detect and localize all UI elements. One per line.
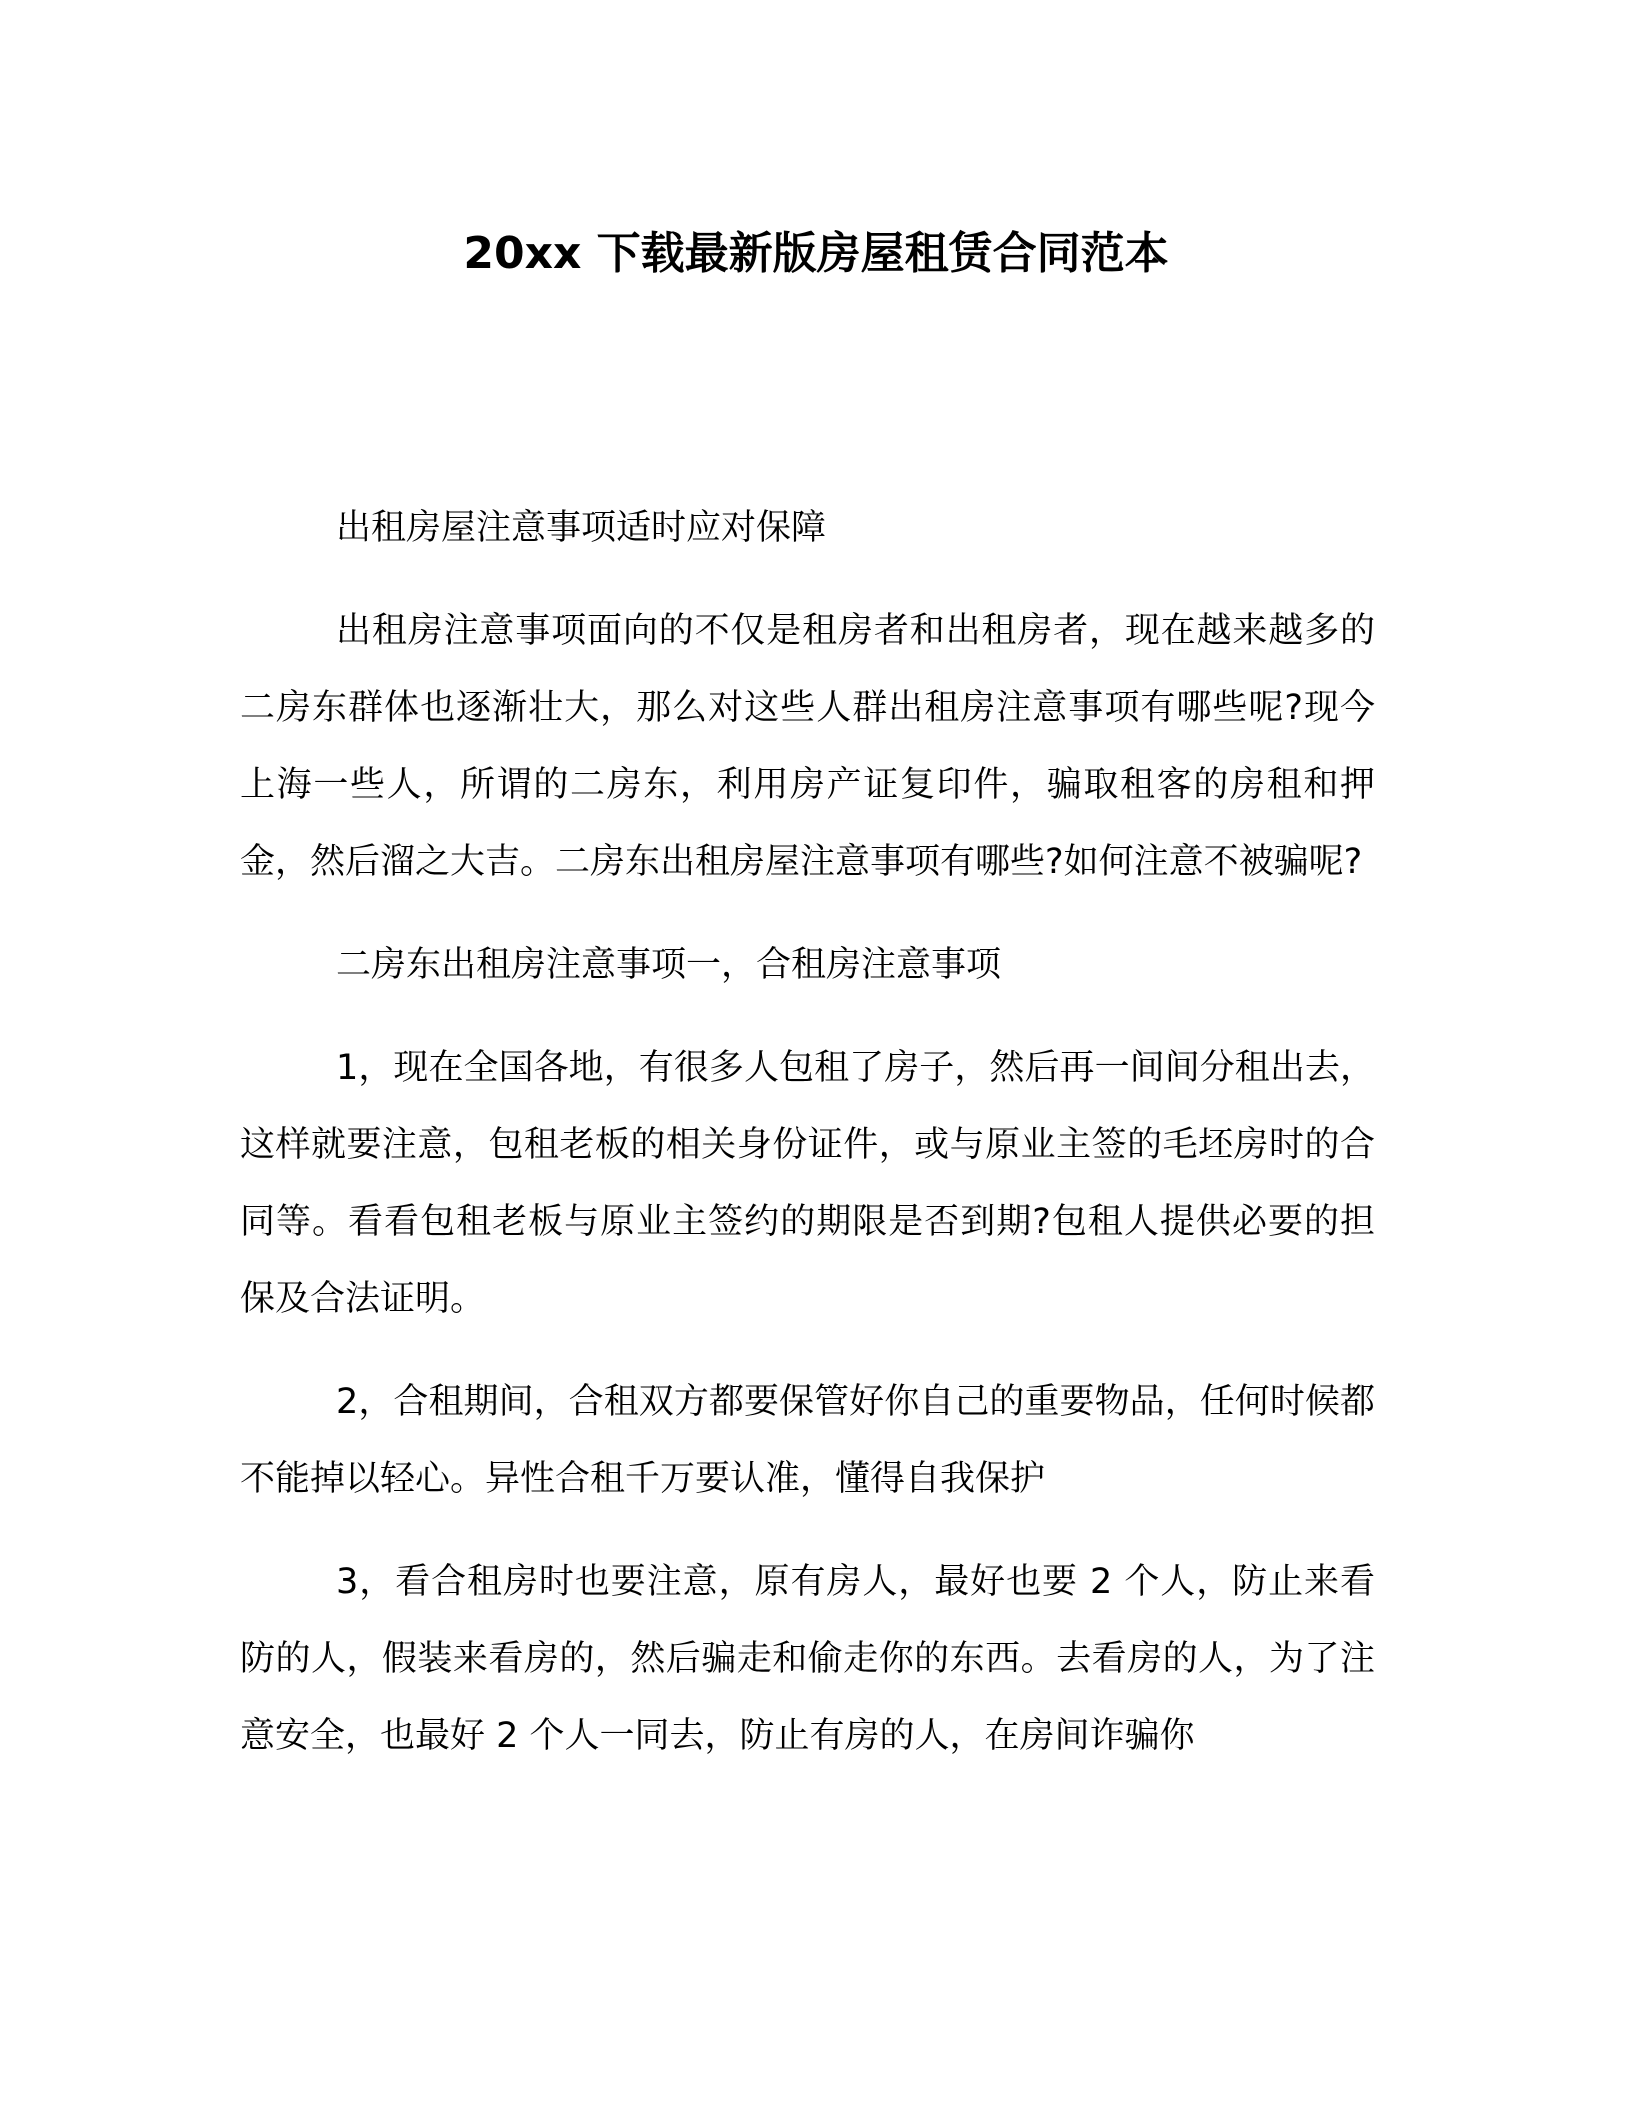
section-heading: 二房东出租房注意事项一，合租房注意事项	[336, 945, 1002, 985]
body-paragraph: 出租房注意事项面向的不仅是租房者和出租房者，现在越来越多的二房东群体也逐渐壮大，那么对这些人群出租房注意事项有哪些呢?现今上海一些人，所谓的二房东，利用房产证复印件，骗取租客的房租和押金，然后溜之大吉。二房东出租房屋注意事项有哪些?如何注意不被骗呢?	[240, 611, 1375, 882]
body-paragraph: 3，看合租房时也要注意，原有房人，最好也要 2 个人，防止来看防的人，假装来看房的，然后骗走和偷走你的东西。去看房的人，为了注意安全，也最好 2 个人一同去，防止有房的人，在房间诈骗你	[240, 1562, 1375, 1756]
body-paragraph: 2，合租期间，合租双方都要保管好你自己的重要物品，任何时候都不能掉以轻心。异性合租千万要认准，懂得自我保护	[240, 1382, 1375, 1499]
document-body	[240, 490, 1375, 1801]
section-heading: 出租房屋注意事项适时应对保障	[336, 508, 827, 548]
document-title: 20xx 下载最新版房屋租赁合同范本	[463, 228, 1169, 279]
body-paragraph: 1，现在全国各地，有很多人包租了房子，然后再一间间分租出去，这样就要注意，包租老板的相关身份证件，或与原业主签的毛坯房时的合同等。看看包租老板与原业主签约的期限是否到期?包租人提供必要的担保及合法证明。	[240, 1048, 1375, 1319]
